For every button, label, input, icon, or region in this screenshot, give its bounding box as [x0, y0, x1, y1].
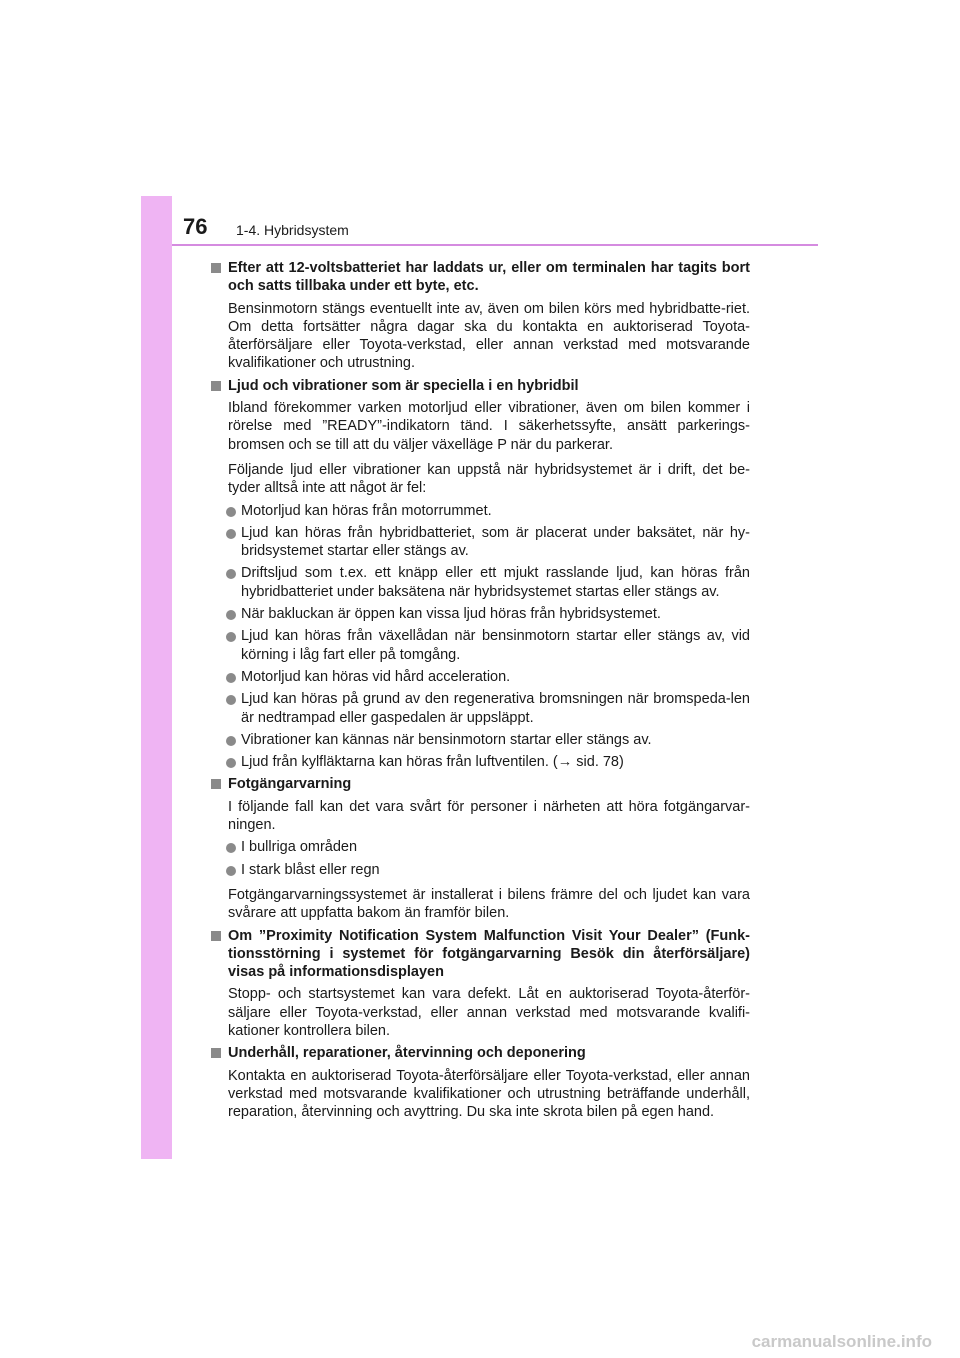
paragraph: Ibland förekommer varken motorljud eller vibrationer, även om bilen kommer i rörelse med ”READY”-indikatorn tänd. I säkerhetssyfte, ansätt parkerings-bromsen och se till att du väljer växelläge P när du parkerar.: [228, 400, 750, 453]
section-heading: Efter att 12-voltsbatteriet har laddats ur, eller om terminalen har tagits bort och satts tillbaka under ett byte, etc.: [210, 259, 750, 296]
section-heading: Underhåll, reparationer, återvinning och deponering: [210, 1044, 750, 1062]
circle-bullet-icon: [226, 673, 236, 683]
circle-bullet-icon: [226, 843, 236, 853]
square-bullet-icon: [211, 263, 221, 273]
list-item: Ljud kan höras från hybridbatteriet, som är placerat under baksätet, när hy-bridsystemet startar eller stängs av.: [210, 524, 750, 561]
list-item: I bullriga områden: [210, 838, 750, 856]
circle-bullet-icon: [226, 866, 236, 876]
paragraph: Följande ljud eller vibrationer kan uppstå när hybridsystemet är i drift, det be-tyder alltså inte att något är fel:: [228, 461, 750, 497]
section-heading: Fotgängarvarning: [210, 775, 750, 793]
square-bullet-icon: [211, 931, 221, 941]
list-item: Ljud kan höras från växellådan när bensinmotorn startar eller stängs av, vid körning i låg fart eller på tomgång.: [210, 627, 750, 664]
circle-bullet-icon: [226, 736, 236, 746]
circle-bullet-icon: [226, 569, 236, 579]
paragraph: Kontakta en auktoriserad Toyota-återförsäljare eller Toyota-verkstad, eller annan verkstad med motsvarande kvalifikationer och utrustning beträffande underhåll, reparation, återvinning och avyttring. Du ska inte skrota bilen på egen hand.: [228, 1067, 750, 1121]
square-bullet-icon: [211, 779, 221, 789]
list-item: Ljud från kylfläktarna kan höras från luftventilen. (→ sid. 78): [210, 753, 750, 771]
circle-bullet-icon: [226, 507, 236, 517]
list-item: Motorljud kan höras från motorrummet.: [210, 502, 750, 520]
paragraph: Stopp- och startsystemet kan vara defekt. Låt en auktoriserad Toyota-återför-säljare eller Toyota-verkstad, eller annan verkstad med motsvarande kvalifi-kationer kontrollera bilen.: [228, 986, 750, 1039]
circle-bullet-icon: [226, 529, 236, 539]
side-color-band: [141, 196, 172, 1159]
section-heading: Ljud och vibrationer som är speciella i en hybridbil: [210, 377, 750, 395]
header-rule: [172, 244, 818, 246]
paragraph: Bensinmotorn stängs eventuellt inte av, även om bilen körs med hybridbatte-riet. Om detta fortsätter några dagar ska du kontakta en auktoriserad Toyota-återförsäljare eller Toyota-verkstad, eller annan verkstad med motsvarande kvalifikationer och utrustning.: [228, 300, 750, 372]
circle-bullet-icon: [226, 632, 236, 642]
page-number: 76: [183, 214, 208, 239]
circle-bullet-icon: [226, 758, 236, 768]
list-item: Motorljud kan höras vid hård acceleration.: [210, 668, 750, 686]
square-bullet-icon: [211, 381, 221, 391]
page-content: [210, 255, 750, 1121]
footer-watermark: carmanualsonline.info: [751, 1332, 932, 1351]
paragraph: Fotgängarvarningssystemet är installerat i bilens främre del och ljudet kan vara svårare att uppfatta bakom än framför bilen.: [228, 886, 750, 922]
list-item: När bakluckan är öppen kan vissa ljud höras från hybridsystemet.: [210, 605, 750, 623]
list-item: Driftsljud som t.ex. ett knäpp eller ett mjukt rasslande ljud, kan höras från hybridbatteriet under baksätena när hybridsystemet startas eller stängs av.: [210, 564, 750, 601]
section-heading: Om ”Proximity Notification System Malfunction Visit Your Dealer” (Funk-tionsstörning i systemet för fotgängarvarning Besök din återförsäljare) visas på informationsdisplayen: [210, 927, 750, 982]
circle-bullet-icon: [226, 610, 236, 620]
square-bullet-icon: [211, 1048, 221, 1058]
paragraph: I följande fall kan det vara svårt för personer i närheten att höra fotgängarvar-ningen.: [228, 798, 750, 834]
list-item: Ljud kan höras på grund av den regenerativa bromsningen när bromspeda-len är nedtrampad eller gaspedalen är uppsläppt.: [210, 690, 750, 727]
list-item: I stark blåst eller regn: [210, 861, 750, 879]
circle-bullet-icon: [226, 695, 236, 705]
list-item: Vibrationer kan kännas när bensinmotorn startar eller stängs av.: [210, 731, 750, 749]
chapter-title: 1-4. Hybridsystem: [236, 222, 349, 238]
